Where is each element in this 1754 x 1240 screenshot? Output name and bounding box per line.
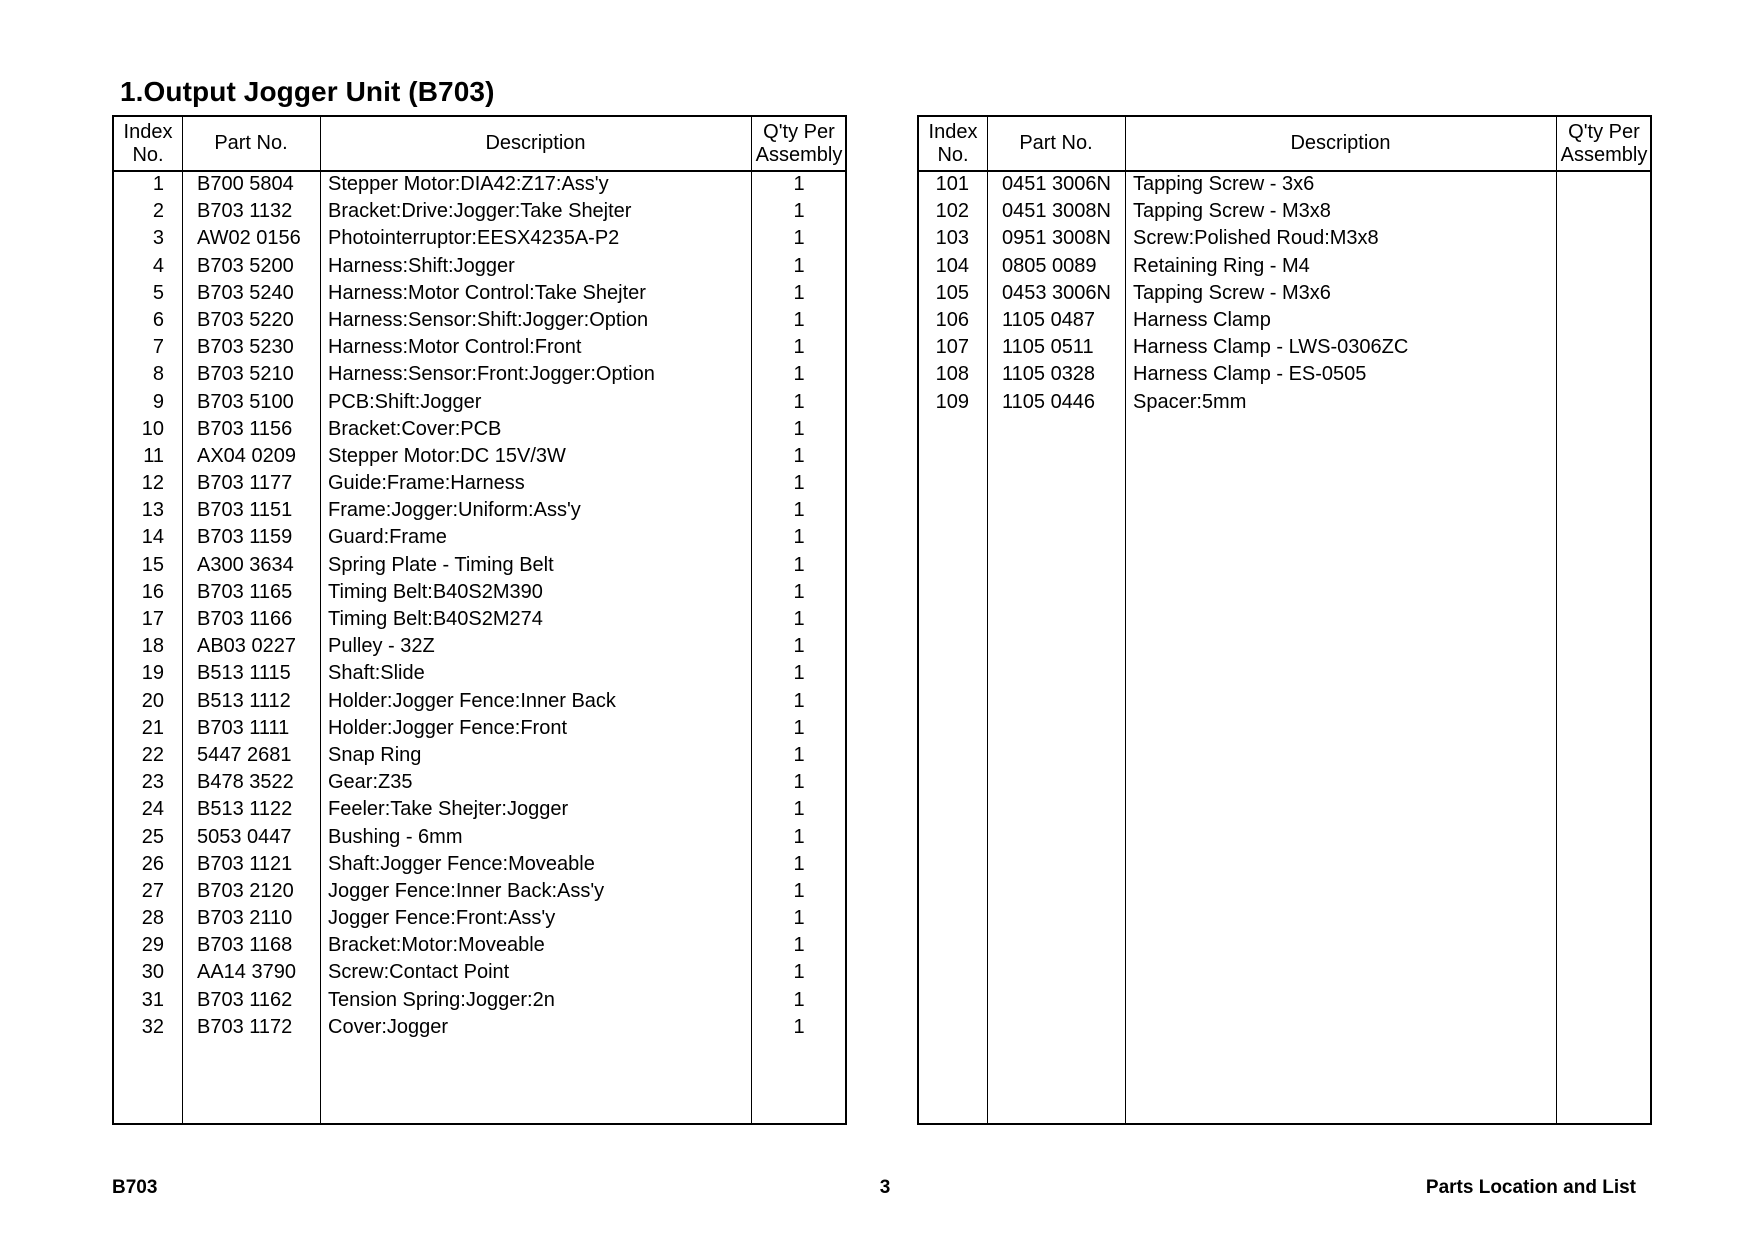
cell-qty: 1	[793, 716, 805, 739]
header-part-no: Part No.	[214, 132, 288, 154]
cell-part-no: 1105 0446	[1002, 390, 1096, 413]
cell-qty: 1	[793, 363, 805, 386]
cell-description: Frame:Jogger:Uniform:Ass'y	[328, 499, 581, 522]
table-row	[114, 225, 845, 252]
cell-qty: 1	[793, 743, 805, 766]
cell-qty: 1	[793, 934, 805, 957]
cell-qty: 1	[793, 988, 805, 1011]
cell-description: Harness:Motor Control:Take Shejter	[328, 281, 646, 304]
cell-qty: 1	[793, 689, 805, 712]
table-row	[114, 579, 845, 606]
cell-part-no: 5447 2681	[197, 743, 292, 766]
cell-qty: 1	[793, 472, 805, 495]
cell-description: Bushing - 6mm	[328, 825, 463, 848]
cell-index: 1	[152, 173, 164, 195]
table-body	[114, 171, 845, 1041]
cell-index: 12	[141, 472, 164, 495]
table-row	[919, 389, 1650, 416]
table-row	[114, 932, 845, 959]
cell-description: Timing Belt:B40S2M390	[328, 580, 543, 603]
table-row	[114, 497, 845, 524]
table-row	[114, 361, 845, 388]
cell-part-no: B703 1132	[197, 200, 293, 223]
cell-description: Spacer:5mm	[1133, 390, 1247, 413]
cell-qty: 1	[793, 608, 805, 630]
cell-description: Bracket:Motor:Moveable	[328, 934, 545, 957]
cell-description: Snap Ring	[328, 743, 422, 766]
table-row	[114, 253, 845, 280]
table-row	[919, 280, 1650, 307]
cell-index: 106	[935, 308, 969, 331]
cell-qty: 1	[793, 961, 805, 984]
cell-description: Tapping Screw - M3x6	[1133, 281, 1331, 304]
cell-qty: 1	[793, 308, 805, 331]
table-row	[114, 389, 845, 416]
cell-part-no: B703 1168	[197, 934, 293, 957]
table-row	[114, 280, 845, 307]
cell-qty: 1	[793, 200, 805, 223]
cell-index: 17	[141, 608, 164, 630]
cell-index: 3	[152, 227, 164, 250]
table-row	[114, 688, 845, 715]
cell-description: Harness:Sensor:Shift:Jogger:Option	[328, 308, 649, 331]
table-row	[114, 443, 845, 470]
table-row	[114, 905, 845, 932]
cell-part-no: B703 1165	[197, 580, 293, 603]
cell-qty: 1	[793, 281, 805, 304]
cell-qty: 1	[793, 417, 805, 440]
header-qty: Q'ty Per Assembly	[755, 120, 843, 166]
table-row	[114, 552, 845, 579]
table-row	[114, 171, 845, 198]
table-row	[919, 225, 1650, 252]
cell-qty: 1	[793, 553, 805, 576]
cell-description: Photointerruptor:EESX4235A-P2	[328, 227, 620, 250]
cell-part-no: 0805 0089	[1002, 254, 1097, 277]
table-row	[114, 198, 845, 225]
table-row	[114, 470, 845, 497]
table-row	[114, 769, 845, 796]
cell-part-no: B703 1166	[197, 608, 293, 630]
cell-description: Holder:Jogger Fence:Inner Back	[328, 689, 616, 712]
table-row	[114, 796, 845, 823]
table-body	[919, 171, 1650, 416]
cell-index: 29	[141, 934, 164, 957]
cell-qty: 1	[793, 825, 805, 848]
cell-part-no: B513 1112	[197, 689, 291, 712]
table-row	[919, 171, 1650, 198]
cell-index: 15	[141, 553, 164, 576]
cell-qty: 1	[793, 336, 805, 359]
cell-part-no: B513 1115	[197, 662, 291, 685]
table-row	[114, 987, 845, 1014]
cell-description: Screw:Polished Roud:M3x8	[1133, 227, 1379, 250]
table-row	[114, 959, 845, 986]
cell-description: PCB:Shift:Jogger	[328, 390, 482, 413]
table-row	[114, 307, 845, 334]
cell-description: Guide:Frame:Harness	[328, 472, 525, 495]
table-row	[919, 253, 1650, 280]
cell-index: 9	[152, 390, 164, 413]
cell-index: 18	[141, 635, 164, 658]
cell-part-no: B703 5100	[197, 390, 294, 413]
cell-index: 32	[141, 1015, 164, 1038]
cell-index: 108	[935, 363, 969, 386]
cell-description: Screw:Contact Point	[328, 961, 510, 984]
cell-part-no: 1105 0487	[1002, 308, 1096, 331]
cell-qty: 1	[793, 907, 805, 930]
footer-section-title: Parts Location and List	[1425, 1177, 1636, 1198]
table-row	[114, 742, 845, 769]
cell-description: Holder:Jogger Fence:Front	[328, 716, 568, 739]
header-qty: Q'ty Per Assembly	[1560, 120, 1648, 166]
cell-qty: 1	[793, 444, 805, 467]
cell-description: Gear:Z35	[328, 771, 413, 794]
cell-index: 11	[143, 444, 164, 467]
cell-part-no: AB03 0227	[197, 635, 296, 658]
cell-part-no: 0451 3008N	[1002, 200, 1111, 223]
cell-part-no: B478 3522	[197, 771, 294, 794]
table-row	[919, 307, 1650, 334]
header-part-no: Part No.	[1019, 132, 1093, 154]
cell-description: Harness Clamp	[1133, 308, 1271, 331]
cell-description: Spring Plate - Timing Belt	[328, 553, 554, 576]
cell-description: Timing Belt:B40S2M274	[328, 608, 543, 630]
table-row	[114, 851, 845, 878]
cell-description: Pulley - 32Z	[328, 635, 435, 658]
cell-index: 21	[141, 716, 164, 739]
table-row	[114, 524, 845, 551]
cell-qty: 1	[793, 254, 805, 277]
cell-index: 14	[141, 526, 164, 549]
cell-description: Bracket:Cover:PCB	[328, 417, 502, 440]
cell-part-no: B703 5230	[197, 336, 294, 359]
table-row	[114, 1014, 845, 1041]
cell-index: 13	[141, 499, 164, 522]
page-title: 1.Output Jogger Unit (B703)	[120, 76, 495, 107]
table-row	[114, 633, 845, 660]
cell-index: 7	[152, 336, 164, 359]
cell-index: 10	[141, 417, 164, 440]
cell-description: Tension Spring:Jogger:2n	[328, 988, 555, 1011]
cell-part-no: B703 1159	[197, 526, 293, 549]
table-row	[114, 878, 845, 905]
cell-qty: 1	[793, 499, 805, 522]
cell-description: Harness:Motor Control:Front	[328, 336, 582, 359]
cell-description: Stepper Motor:DC 15V/3W	[328, 444, 566, 467]
cell-qty: 1	[793, 852, 805, 875]
table-row	[919, 198, 1650, 225]
cell-description: Bracket:Drive:Jogger:Take Shejter	[328, 200, 632, 223]
cell-index: 101	[935, 173, 969, 195]
cell-qty: 1	[793, 1015, 805, 1038]
cell-part-no: B703 5240	[197, 281, 294, 304]
cell-part-no: 0451 3006N	[1002, 173, 1111, 195]
cell-qty: 1	[793, 390, 805, 413]
cell-index: 25	[141, 825, 164, 848]
cell-qty: 1	[793, 227, 805, 250]
cell-index: 8	[152, 363, 164, 386]
cell-description: Feeler:Take Shejter:Jogger	[328, 798, 569, 821]
cell-part-no: B703 1121	[197, 852, 293, 875]
parts-table-right	[917, 115, 1652, 1125]
cell-description: Guard:Frame	[328, 526, 447, 549]
cell-index: 109	[935, 390, 969, 413]
footer-model: B703	[112, 1177, 158, 1198]
cell-description: Tapping Screw - M3x8	[1133, 200, 1331, 223]
header-index: Index No.	[123, 120, 173, 166]
table-row	[919, 334, 1650, 361]
cell-description: Stepper Motor:DIA42:Z17:Ass'y	[328, 173, 609, 195]
cell-description: Harness Clamp - LWS-0306ZC	[1133, 336, 1409, 359]
cell-index: 102	[935, 200, 969, 223]
cell-index: 28	[141, 907, 164, 930]
cell-part-no: B703 2120	[197, 879, 294, 902]
cell-part-no: AA14 3790	[197, 961, 296, 984]
cell-part-no: AW02 0156	[197, 227, 301, 250]
cell-part-no: B703 1151	[197, 499, 293, 522]
cell-index: 4	[152, 254, 164, 277]
cell-part-no: B703 2110	[197, 907, 293, 930]
cell-qty: 1	[793, 798, 805, 821]
cell-part-no: 0951 3008N	[1002, 227, 1111, 250]
cell-description: Harness:Shift:Jogger	[328, 254, 515, 277]
cell-part-no: B703 5210	[197, 363, 294, 386]
cell-part-no: B703 1172	[197, 1015, 293, 1038]
cell-description: Retaining Ring - M4	[1133, 254, 1310, 277]
cell-qty: 1	[793, 662, 805, 685]
cell-qty: 1	[793, 526, 805, 549]
table-row	[114, 334, 845, 361]
cell-qty: 1	[793, 635, 805, 658]
cell-part-no: AX04 0209	[197, 444, 296, 467]
cell-index: 23	[141, 771, 164, 794]
cell-description: Harness Clamp - ES-0505	[1133, 363, 1367, 386]
cell-description: Jogger Fence:Inner Back:Ass'y	[328, 879, 605, 902]
cell-part-no: B703 1162	[197, 988, 293, 1011]
cell-description: Shaft:Jogger Fence:Moveable	[328, 852, 595, 875]
cell-index: 105	[935, 281, 969, 304]
cell-index: 31	[141, 988, 164, 1011]
table-row	[114, 715, 845, 742]
table-row	[114, 660, 845, 687]
cell-part-no: 0453 3006N	[1002, 281, 1111, 304]
cell-index: 22	[141, 743, 164, 766]
cell-qty: 1	[793, 580, 805, 603]
cell-description: Cover:Jogger	[328, 1015, 449, 1038]
cell-index: 30	[141, 961, 164, 984]
cell-description: Jogger Fence:Front:Ass'y	[328, 907, 556, 930]
table-row	[114, 606, 845, 633]
cell-qty: 1	[793, 879, 805, 902]
cell-index: 103	[935, 227, 969, 250]
cell-index: 5	[152, 281, 164, 304]
cell-qty: 1	[793, 173, 805, 195]
header-index: Index No.	[928, 120, 978, 166]
cell-part-no: B703 1111	[197, 716, 290, 739]
header-description: Description	[485, 132, 586, 154]
cell-index: 16	[141, 580, 164, 603]
cell-part-no: B703 1177	[197, 472, 293, 495]
footer-page-number: 3	[879, 1177, 891, 1198]
cell-description: Shaft:Slide	[328, 662, 425, 685]
cell-part-no: B703 5200	[197, 254, 294, 277]
cell-part-no: B513 1122	[197, 798, 293, 821]
cell-index: 2	[152, 200, 164, 223]
parts-table-left	[112, 115, 847, 1125]
header-description: Description	[1290, 132, 1391, 154]
cell-description: Tapping Screw - 3x6	[1133, 173, 1315, 195]
cell-part-no: B700 5804	[197, 173, 294, 195]
cell-index: 26	[141, 852, 164, 875]
cell-index: 19	[141, 662, 164, 685]
cell-part-no: B703 5220	[197, 308, 294, 331]
table-row	[114, 824, 845, 851]
cell-index: 107	[935, 336, 969, 359]
table-row	[919, 361, 1650, 388]
cell-description: Harness:Sensor:Front:Jogger:Option	[328, 363, 655, 386]
cell-part-no: 1105 0511	[1002, 336, 1094, 359]
cell-part-no: 5053 0447	[197, 825, 292, 848]
cell-part-no: A300 3634	[197, 553, 294, 576]
cell-index: 104	[935, 254, 969, 277]
table-row	[114, 416, 845, 443]
cell-qty: 1	[793, 771, 805, 794]
cell-part-no: 1105 0328	[1002, 363, 1096, 386]
cell-part-no: B703 1156	[197, 417, 293, 440]
cell-index: 24	[141, 798, 164, 821]
cell-index: 20	[141, 689, 164, 712]
cell-index: 6	[152, 308, 164, 331]
cell-index: 27	[141, 879, 164, 902]
